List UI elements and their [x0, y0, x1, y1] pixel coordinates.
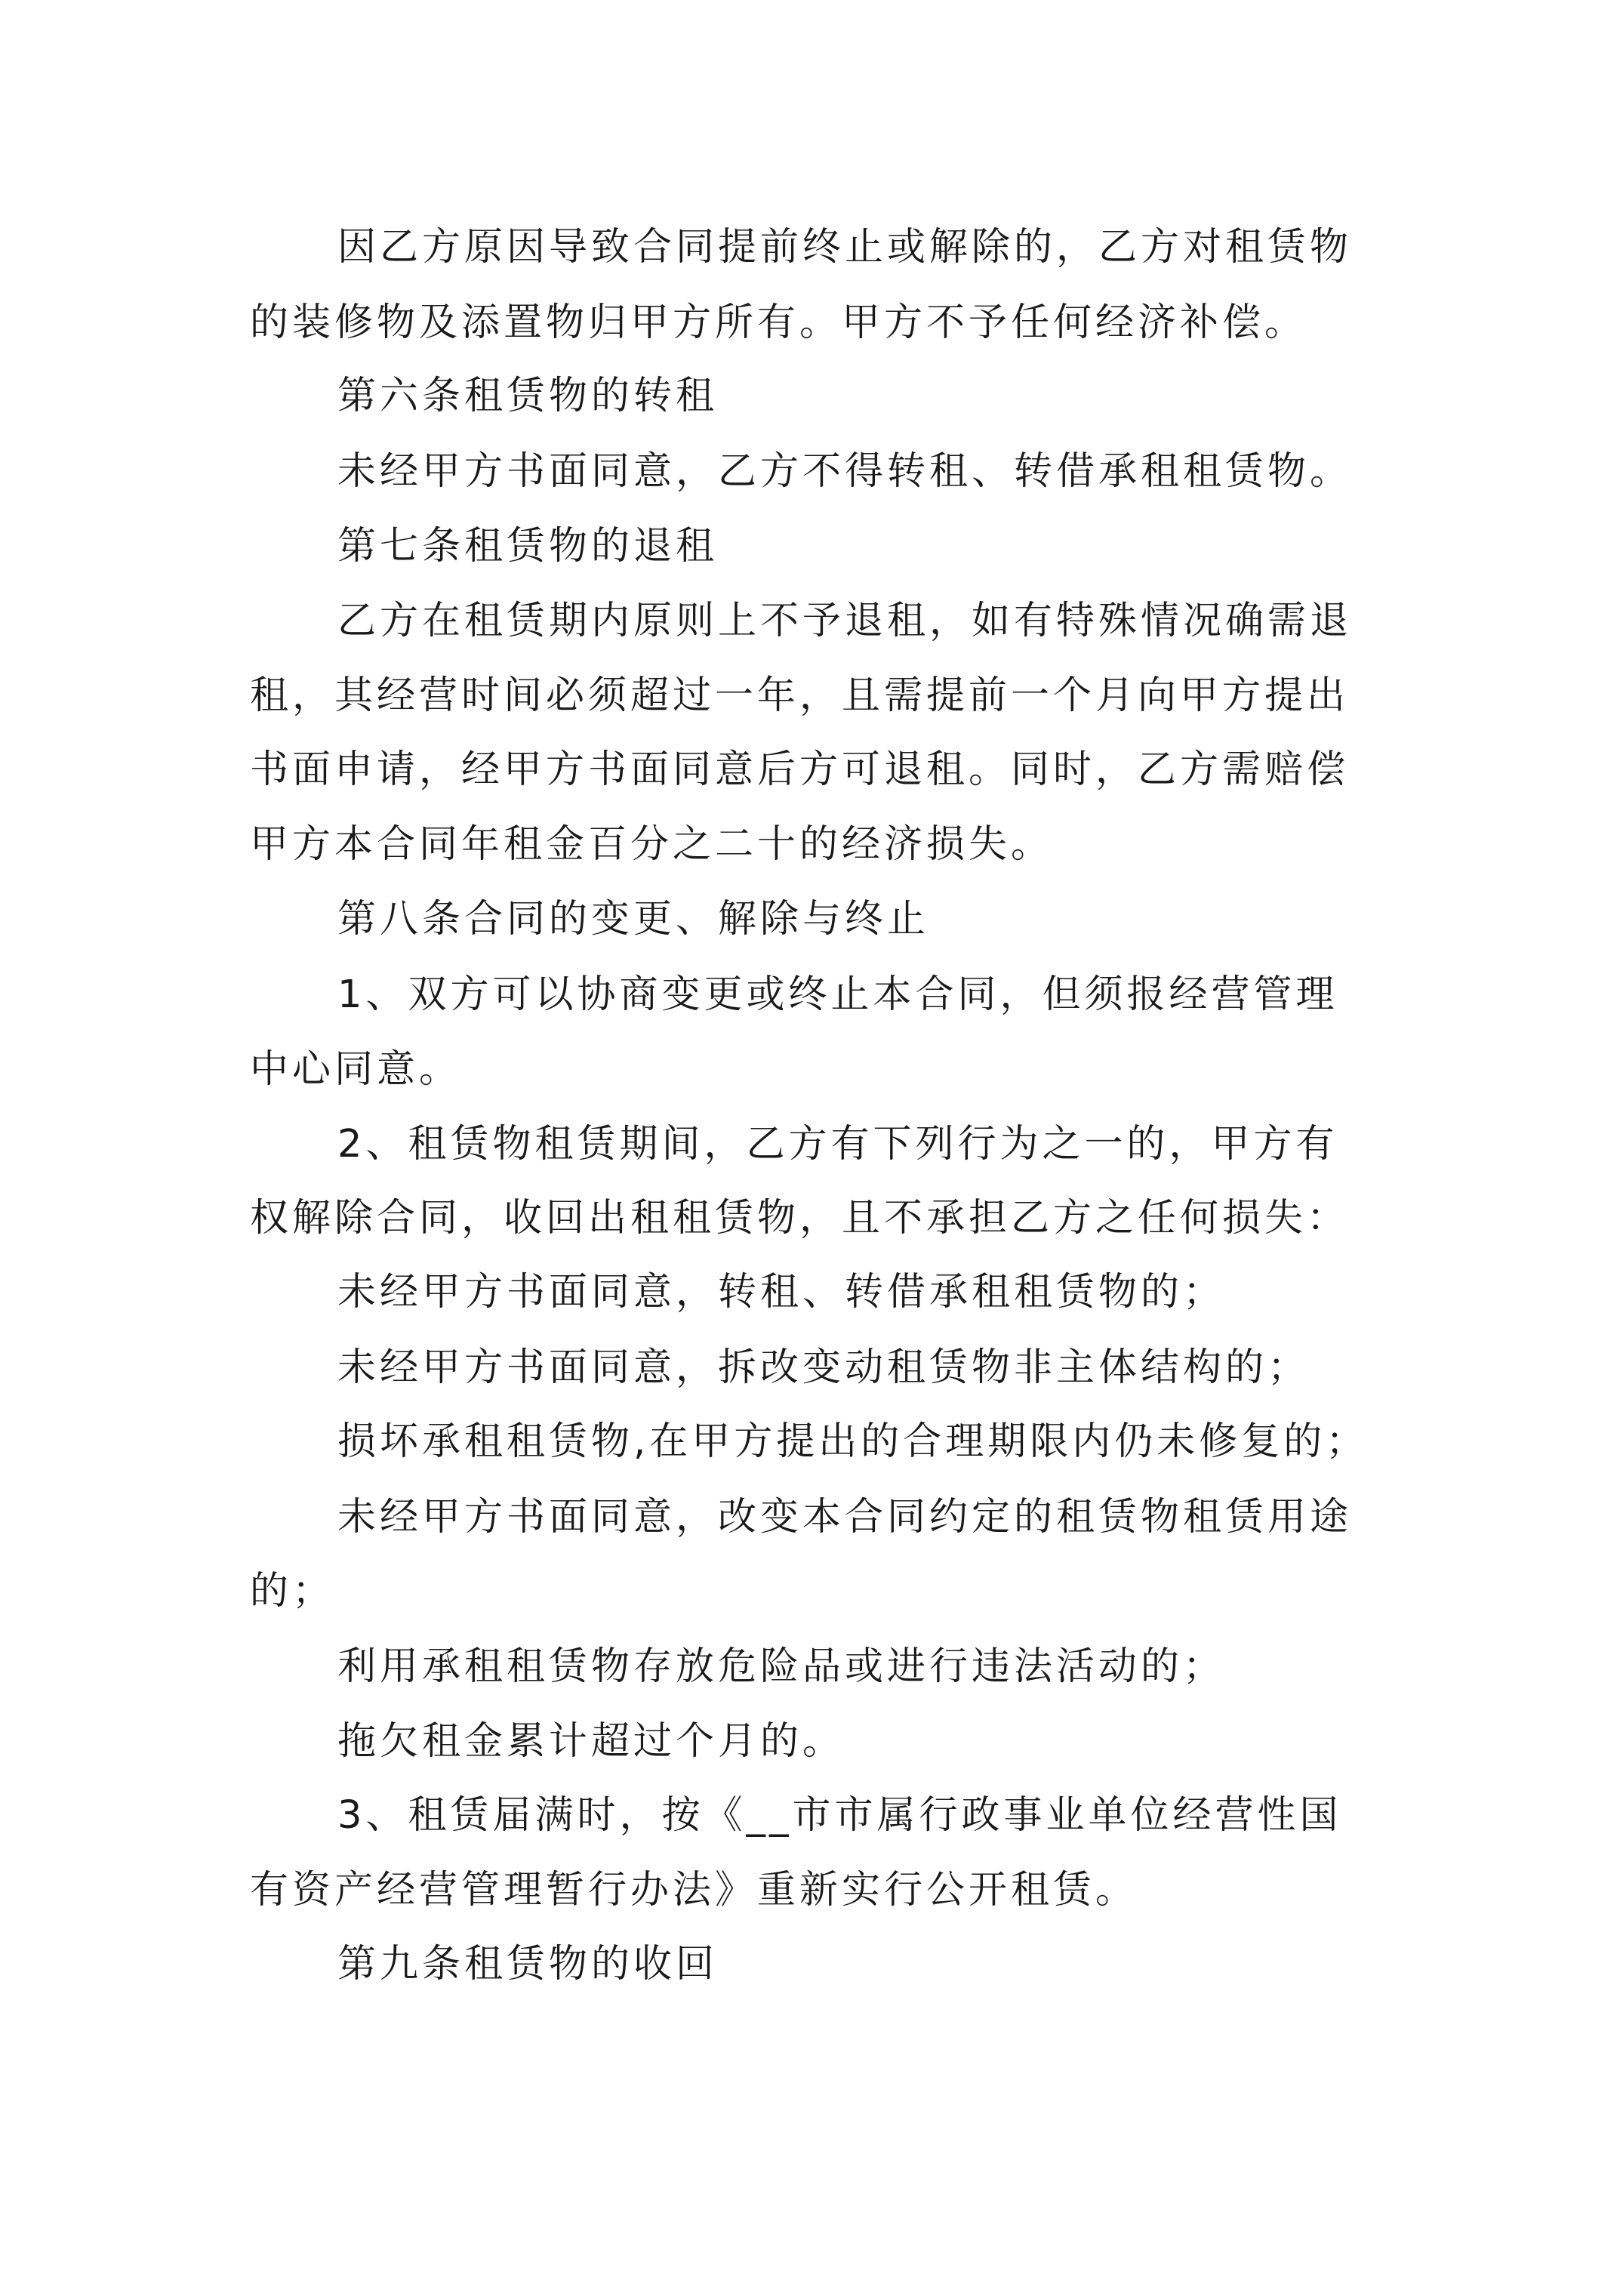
section-heading: 第八条合同的变更、解除与终止	[337, 897, 930, 942]
paragraph-line: 有资产经营管理暂行办法》重新实行公开租赁。	[250, 1868, 1138, 1912]
paragraph-line: 的装修物及添置物归甲方所有。甲方不予任何经济补偿。	[250, 300, 1307, 345]
paragraph-line: 2、租赁物租赁期间，乙方有下列行为之一的，甲方有	[337, 1122, 1338, 1166]
section-heading: 第七条租赁物的退租	[337, 524, 719, 569]
paragraph-line: 书面申请，经甲方书面同意后方可退租。同时，乙方需赔偿	[250, 747, 1350, 792]
paragraph-line: 未经甲方书面同意，乙方不得转租、转借承租租赁物。	[337, 449, 1353, 494]
paragraph-line: 权解除合同，收回出租租赁物，且不承担乙方之任何损失：	[250, 1196, 1350, 1240]
section-heading: 第六条租赁物的转租	[337, 374, 719, 418]
paragraph-line: 因乙方原因导致合同提前终止或解除的，乙方对租赁物	[337, 225, 1353, 270]
list-item: 拖欠租金累计超过个月的。	[337, 1719, 845, 1764]
list-item: 未经甲方书面同意，拆改变动租赁物非主体结构的；	[337, 1345, 1310, 1390]
paragraph-line: 乙方在租赁期内原则上不予退租，如有特殊情况确需退	[337, 599, 1353, 643]
list-item: 利用承租租赁物存放危险品或进行违法活动的；	[337, 1644, 1226, 1689]
list-item: 的；	[250, 1569, 335, 1613]
paragraph-line: 3、租赁届满时，按《__市市属行政事业单位经营性国	[337, 1793, 1342, 1838]
section-heading: 第九条租赁物的收回	[337, 1942, 719, 1986]
paragraph-line: 1、双方可以协商变更或终止本合同，但须报经营管理	[337, 972, 1338, 1017]
list-item: 损坏承租租赁物,在甲方提出的合理期限内仍未修复的；	[337, 1419, 1369, 1464]
paragraph-line: 中心同意。	[250, 1047, 462, 1092]
paragraph-line: 甲方本合同年租金百分之二十的经济损失。	[250, 822, 1054, 867]
list-item: 未经甲方书面同意，改变本合同约定的租赁物租赁用途	[337, 1495, 1353, 1539]
paragraph-line: 租，其经营时间必须超过一年，且需提前一个月向甲方提出	[250, 673, 1350, 718]
list-item: 未经甲方书面同意，转租、转借承租租赁物的；	[337, 1270, 1226, 1314]
